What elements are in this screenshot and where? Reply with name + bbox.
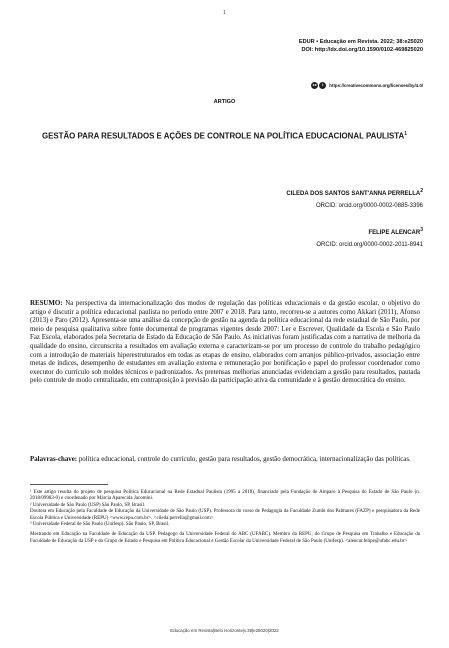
keywords-label: Palavras-chave: <box>30 456 78 463</box>
author-footnote-mark[interactable]: 2 <box>420 188 423 194</box>
license-link[interactable]: https://creativecommons.org/licenses/by/4.0/ <box>329 83 423 88</box>
footnote: ³ Universidade Federal de São Paulo (Unifesp). São Paulo, SP, Brasil. <box>30 522 170 528</box>
license-row <box>311 82 423 89</box>
author-orcid[interactable]: ORCID: orcid.org/0000-0002-2011-8941 <box>316 242 423 248</box>
by-icon: i <box>319 82 326 89</box>
page-footer: Educação em Revista|Belo Horizonte|v.38|e25020|2022 <box>170 628 279 633</box>
title-footnote-mark[interactable]: 1 <box>404 131 408 137</box>
abstract-text: Na perspectiva da internacionalização dos modos de regulação das políticas educacionais e da gestão escolar, o objetivo do artigo é discutir a política educacional paulista no período entre 2007 e 2018. Para tanto, recorreu-se a autores como Akkari (2011), Afonso (2013) e Paro (2012). Apresenta-se uma análise da concepção de gestão na agenda da política educacional da rede estadual de São Paulo, por meio de pesquisa qualitativa sobre fonte documental de programas vigentes desde 2007: Ler e Escrever, Qualidade da Escola e São Paulo Faz Escola, elaborados pela Secretaria de Estado da Educação de São Paulo. As iniciativas foram justificadas com a narrativa de melhoria da qualidade do ensino, circunscrita a resultados em avaliação externa e caracterizam-se por um processo de controle do trabalho pedagógico com a introdução de materiais hiperestruturados em todas as etapas de ensino, elaborados com arranjos público-privados, associação entre metas de índices, desempenho de estudantes em avaliação externa e remuneração por bonificação e papel do professor coordenador como executor do currículo sob moldes técnicos e padronizados. As pretensas melhorias anunciadas evidenciam a gestão para resultados, pautada pelo controle de modo centralizado, em contraposição à previsão da participação ativa da comunidade e à gestão democrática do ensino. <box>30 300 420 385</box>
footnote: Mestrando em Educação na Faculdade de Educação da USP. Pedagogo da Universidade Federal do ABC (UFABC). Membro da REPU, do Grupo de Pesquisa em Trabalho e Educação da Faculdade de Educação da USP e do Grupo de Estado e Pesquisa em Política Educacional e Gestão Escolar da Universidade Federal de São Paulo (Unifesp). <alencar.felipe@ufabc.edu.br> <box>30 532 420 544</box>
keywords <box>30 456 420 465</box>
keywords-text: política educacional, controle do currículo, gestão para resultados, gestão democrática, internacionalização das políticas. <box>78 456 411 463</box>
doi-link[interactable]: DOI: http://dx.doi.org/10.1590/0102-469825020 <box>301 47 423 53</box>
footnote: ² Universidade de São Paulo (USP) São Paulo, SP, Brasil. <box>30 502 146 508</box>
page-number: 1 <box>223 10 226 16</box>
author-orcid[interactable]: ORCID: orcid.org/0000-0002-0885-3396 <box>315 203 423 209</box>
footnote: ¹ Este artigo resulta do projeto de pesquisa Política Educacional na Rede Estadual Paulista (1995 a 2018), financiado pela Fundação de Amparo à Pesquisa do Estado de São Paulo (n. 2018/09983-0) e coordenado por Márcia Aparecida Jacomini. <box>30 490 420 502</box>
article-title <box>30 123 419 148</box>
abstract <box>30 300 420 386</box>
journal-header <box>299 38 423 54</box>
journal-citation: EDUR • Educação em Revista. 2022; 38:e25020 <box>298 39 423 45</box>
author-footnote-mark[interactable]: 3 <box>420 227 423 233</box>
author-name: FELIPE ALENCAR$^3$ <box>368 227 423 236</box>
author-name: CILEDA DOS SANTOS SANT'ANNA PERRELLA$^2$ <box>286 188 423 197</box>
article-type: ARTIGO <box>213 99 236 105</box>
author-block <box>316 224 423 251</box>
footnote-divider <box>30 484 108 485</box>
author-block <box>286 185 423 212</box>
cc-icon: cc <box>312 83 317 87</box>
footnotes <box>30 490 420 545</box>
cc-by-badge[interactable] <box>311 82 326 89</box>
footnote: Doutora em Educação pela Faculdade de Educação da Universidade de São Paulo (USP). Professora do curso de Pedagogia da Faculdade Zumbi dos Palmares (FAZP) e pesquisadora da Rede Escola Pública e Universidade (REPU) <www.repu.com.br>. <cileda.perrella@gmail.com> <box>30 509 420 521</box>
abstract-label: RESUMO: <box>30 300 63 307</box>
title-text: GESTÃO PARA RESULTADOS E AÇÕES DE CONTROLE NA POLÍTICA EDUCACIONAL PAULISTA <box>41 131 405 141</box>
